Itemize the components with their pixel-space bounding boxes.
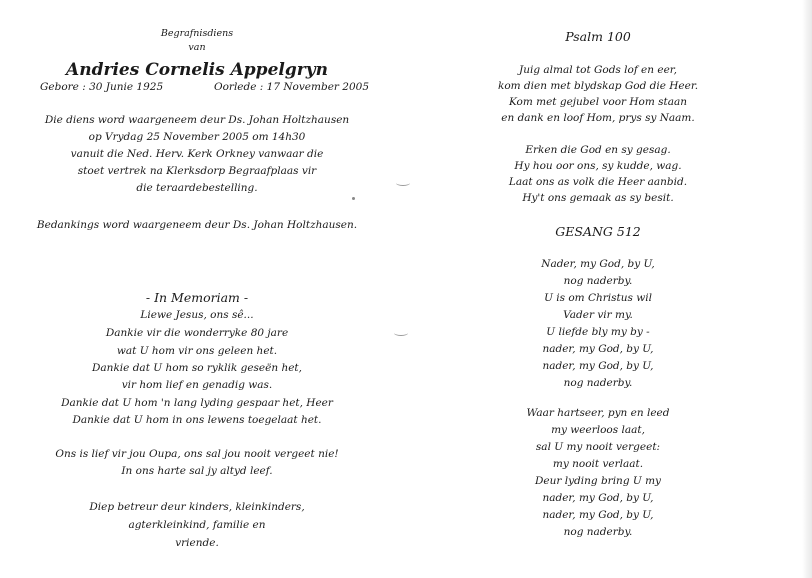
memoriam-line: Dankie dat U hom in ons lewens toegelaat het. (72, 414, 322, 426)
service-line: die teraardebestelling. (136, 182, 258, 194)
psalm-line: Hy hou oor ons, sy kudde, wag. (514, 160, 682, 172)
hymn-line: Nader, my God, by U, (541, 258, 655, 270)
scan-speck (352, 197, 355, 200)
psalm-title: Psalm 100 (565, 29, 631, 44)
page-edge-shadow (802, 0, 812, 578)
deceased-name: Andries Cornelis Appelgryn (66, 60, 328, 80)
hymn-line: my weerloos laat, (551, 424, 645, 436)
thanks-line: Bedankings word waargeneem deur Ds. Johan Holtzhausen. (36, 219, 358, 231)
memoriam-line: Dankie dat U hom 'n lang lyding gespaar het, Heer (61, 397, 333, 409)
mourners-line: vriende. (175, 537, 219, 549)
van-label: van (188, 42, 206, 53)
psalm-line: Laat ons as volk die Heer aanbid. (508, 176, 688, 188)
love-line: Ons is lief vir jou Oupa, ons sal jou nooit vergeet nie! (55, 448, 339, 460)
hymn-line: nader, my God, by U, (542, 360, 654, 372)
hymn-line: nog naderby. (563, 526, 633, 538)
psalm-line: Juig almal tot Gods lof en eer, (518, 64, 678, 76)
memoriam-line: Dankie vir die wonderryke 80 jare (105, 327, 289, 339)
hymn-line: nader, my God, by U, (542, 509, 654, 521)
memoriam-line: vir hom lief en genadig was. (121, 379, 273, 391)
service-line: op Vrydag 25 November 2005 om 14h30 (88, 131, 306, 143)
service-title: Begrafnisdiens (160, 28, 234, 39)
hymn-title: GESANG 512 (555, 224, 641, 239)
psalm-line: en dank en loof Hom, prys sy Naam. (501, 112, 695, 124)
love-line: In ons harte sal jy altyd leef. (121, 465, 273, 477)
service-line: stoet vertrek na Klerksdorp Begraafplaas vir (77, 165, 317, 177)
hymn-line: Deur lyding bring U my (535, 475, 661, 487)
hymn-line: U liefde bly my by - (546, 326, 650, 338)
hymn-line: nog naderby. (563, 275, 633, 287)
hymn-line: sal U my nooit vergeet: (535, 441, 661, 453)
hymn-line: Vader vir my. (563, 309, 633, 321)
service-line: vanuit die Ned. Herv. Kerk Orkney vanwaar die (70, 148, 324, 160)
hymn-line: nader, my God, by U, (542, 492, 654, 504)
fold-mark (396, 180, 410, 186)
hymn-line: nader, my God, by U, (542, 343, 654, 355)
memoriam-title: - In Memoriam - (145, 290, 249, 305)
birth-date: Gebore : 30 Junie 1925 (40, 81, 164, 93)
psalm-line: kom dien met blydskap God die Heer. (497, 80, 699, 92)
hymn-line: nog naderby. (563, 377, 633, 389)
psalm-line: Hy't ons gemaak as sy besit. (522, 192, 674, 204)
memoriam-line: wat U hom vir ons geleen het. (116, 345, 278, 357)
psalm-line: Kom met gejubel voor Hom staan (508, 96, 688, 108)
hymn-line: U is om Christus wil (544, 292, 652, 304)
death-date: Oorlede : 17 November 2005 (214, 81, 369, 93)
psalm-line: Erken die God en sy gesag. (525, 144, 671, 156)
mourners-line: Diep betreur deur kinders, kleinkinders, (89, 501, 305, 513)
fold-mark (394, 330, 408, 336)
memoriam-line: Dankie dat U hom so ryklik geseën het, (92, 362, 302, 374)
mourners-line: agterkleinkind, familie en (128, 519, 266, 531)
hymn-line: my nooit verlaat. (552, 458, 644, 470)
service-line: Die diens word waargeneem deur Ds. Johan Holtzhausen (44, 114, 350, 126)
memoriam-line: Liewe Jesus, ons sê... (140, 309, 254, 321)
hymn-line: Waar hartseer, pyn en leed (526, 407, 670, 419)
